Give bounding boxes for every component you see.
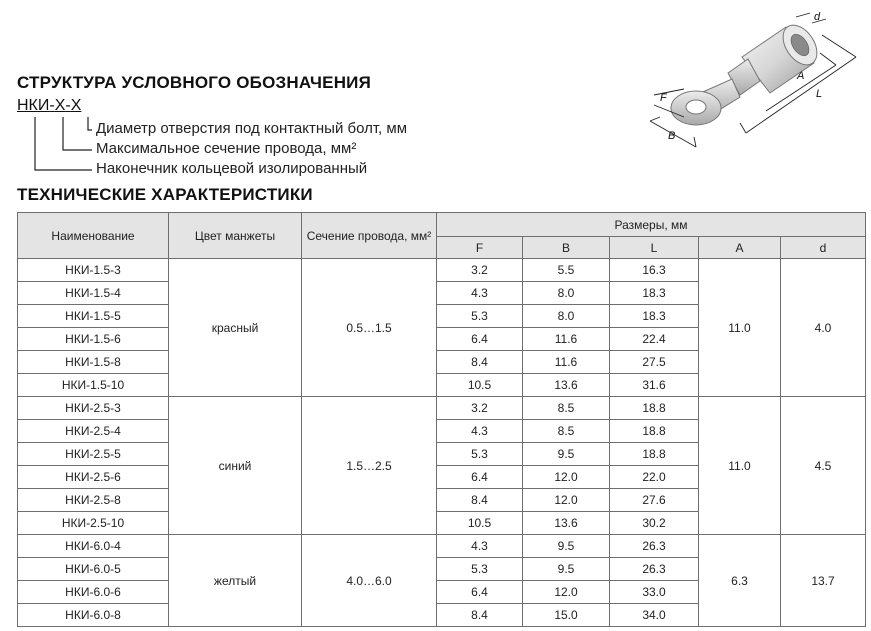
cell-name: НКИ-2.5-5 <box>18 443 169 466</box>
cell-f: 3.2 <box>437 397 523 420</box>
cell-name: НКИ-1.5-3 <box>18 259 169 282</box>
dim-label-f: F <box>660 92 667 104</box>
code-prefix: НКИ <box>17 97 50 114</box>
cell-l: 30.2 <box>610 512 699 535</box>
cell-color: красный <box>169 259 302 397</box>
cell-color: синий <box>169 397 302 535</box>
header-a: A <box>699 237 781 259</box>
cell-b: 15.0 <box>523 604 610 627</box>
cell-name: НКИ-2.5-3 <box>18 397 169 420</box>
cell-name: НКИ-1.5-10 <box>18 374 169 397</box>
header-color: Цвет манжеты <box>169 213 302 259</box>
cell-name: НКИ-6.0-6 <box>18 581 169 604</box>
cell-l: 22.4 <box>610 328 699 351</box>
cell-b: 8.0 <box>523 305 610 328</box>
code-x2: Х <box>70 97 82 114</box>
cell-f: 4.3 <box>437 420 523 443</box>
designation-brackets <box>0 0 100 180</box>
cell-b: 13.6 <box>523 374 610 397</box>
cell-name: НКИ-6.0-4 <box>18 535 169 558</box>
cell-name: НКИ-2.5-6 <box>18 466 169 489</box>
cell-l: 31.6 <box>610 374 699 397</box>
cell-l: 27.6 <box>610 489 699 512</box>
cell-name: НКИ-1.5-5 <box>18 305 169 328</box>
cell-f: 6.4 <box>437 581 523 604</box>
cell-l: 16.3 <box>610 259 699 282</box>
cell-b: 8.5 <box>523 420 610 443</box>
cell-f: 5.3 <box>437 558 523 581</box>
cell-name: НКИ-6.0-5 <box>18 558 169 581</box>
cell-name: НКИ-2.5-8 <box>18 489 169 512</box>
cell-l: 18.3 <box>610 305 699 328</box>
cell-f: 6.4 <box>437 466 523 489</box>
cell-d: 13.7 <box>781 535 866 627</box>
header-d: d <box>781 237 866 259</box>
cell-d: 4.5 <box>781 397 866 535</box>
cell-l: 33.0 <box>610 581 699 604</box>
table-row <box>18 259 866 282</box>
cell-color: желтый <box>169 535 302 627</box>
code-x1: Х <box>54 97 66 114</box>
cell-b: 12.0 <box>523 581 610 604</box>
cell-b: 9.5 <box>523 443 610 466</box>
code-separator: - <box>49 97 55 114</box>
cell-name: НКИ-1.5-8 <box>18 351 169 374</box>
cell-f: 8.4 <box>437 351 523 374</box>
structure-title: СТРУКТУРА УСЛОВНОГО ОБОЗНАЧЕНИЯ <box>17 73 372 92</box>
specs-table <box>17 212 866 627</box>
cell-f: 5.3 <box>437 305 523 328</box>
cell-b: 11.6 <box>523 328 610 351</box>
cell-l: 22.0 <box>610 466 699 489</box>
cell-b: 8.5 <box>523 397 610 420</box>
cell-d: 4.0 <box>781 259 866 397</box>
cell-b: 12.0 <box>523 489 610 512</box>
dim-label-b: B <box>668 130 676 142</box>
dim-label-l: L <box>816 88 823 100</box>
table-row <box>18 535 866 558</box>
header-section: Сечение провода, мм² <box>302 213 437 259</box>
cell-a: 6.3 <box>699 535 781 627</box>
dim-label-a: A <box>797 70 805 82</box>
header-name: Наименование <box>18 213 169 259</box>
header-f: F <box>437 237 523 259</box>
cell-section: 1.5…2.5 <box>302 397 437 535</box>
cell-a: 11.0 <box>699 259 781 397</box>
cell-l: 26.3 <box>610 558 699 581</box>
cell-b: 9.5 <box>523 535 610 558</box>
cell-b: 9.5 <box>523 558 610 581</box>
cell-f: 8.4 <box>437 604 523 627</box>
cell-f: 10.5 <box>437 512 523 535</box>
cell-name: НКИ-6.0-8 <box>18 604 169 627</box>
cell-name: НКИ-1.5-4 <box>18 282 169 305</box>
legend-bolt-diameter: Диаметр отверстия под контактный болт, мм <box>96 120 408 137</box>
header-b: B <box>523 237 610 259</box>
cell-b: 12.0 <box>523 466 610 489</box>
table-row <box>18 397 866 420</box>
cell-a: 11.0 <box>699 397 781 535</box>
cell-f: 6.4 <box>437 328 523 351</box>
cell-f: 4.3 <box>437 535 523 558</box>
cell-f: 8.4 <box>437 489 523 512</box>
cell-section: 4.0…6.0 <box>302 535 437 627</box>
cell-name: НКИ-2.5-4 <box>18 420 169 443</box>
cell-l: 18.8 <box>610 443 699 466</box>
cell-f: 3.2 <box>437 259 523 282</box>
cell-b: 5.5 <box>523 259 610 282</box>
cell-f: 4.3 <box>437 282 523 305</box>
cell-l: 27.5 <box>610 351 699 374</box>
cell-l: 26.3 <box>610 535 699 558</box>
cell-l: 34.0 <box>610 604 699 627</box>
header-l: L <box>610 237 699 259</box>
cell-l: 18.8 <box>610 397 699 420</box>
cell-l: 18.3 <box>610 282 699 305</box>
legend-lug-type: Наконечник кольцевой изолированный <box>96 160 368 177</box>
legend-wire-section: Максимальное сечение провода, мм² <box>96 140 357 157</box>
dim-label-d: d <box>814 11 821 23</box>
cell-section: 0.5…1.5 <box>302 259 437 397</box>
cell-f: 10.5 <box>437 374 523 397</box>
header-dimensions: Размеры, мм <box>437 213 866 237</box>
cell-b: 8.0 <box>523 282 610 305</box>
cell-f: 5.3 <box>437 443 523 466</box>
code-separator: - <box>65 97 71 114</box>
cell-b: 13.6 <box>523 512 610 535</box>
ring-tongue <box>671 79 740 125</box>
cell-b: 11.6 <box>523 351 610 374</box>
cell-name: НКИ-1.5-6 <box>18 328 169 351</box>
cell-name: НКИ-2.5-10 <box>18 512 169 535</box>
ring-terminal-drawing <box>636 5 866 155</box>
cell-l: 18.8 <box>610 420 699 443</box>
specs-table-body <box>18 259 866 627</box>
specs-title: ТЕХНИЧЕСКИЕ ХАРАКТЕРИСТИКИ <box>17 185 313 204</box>
